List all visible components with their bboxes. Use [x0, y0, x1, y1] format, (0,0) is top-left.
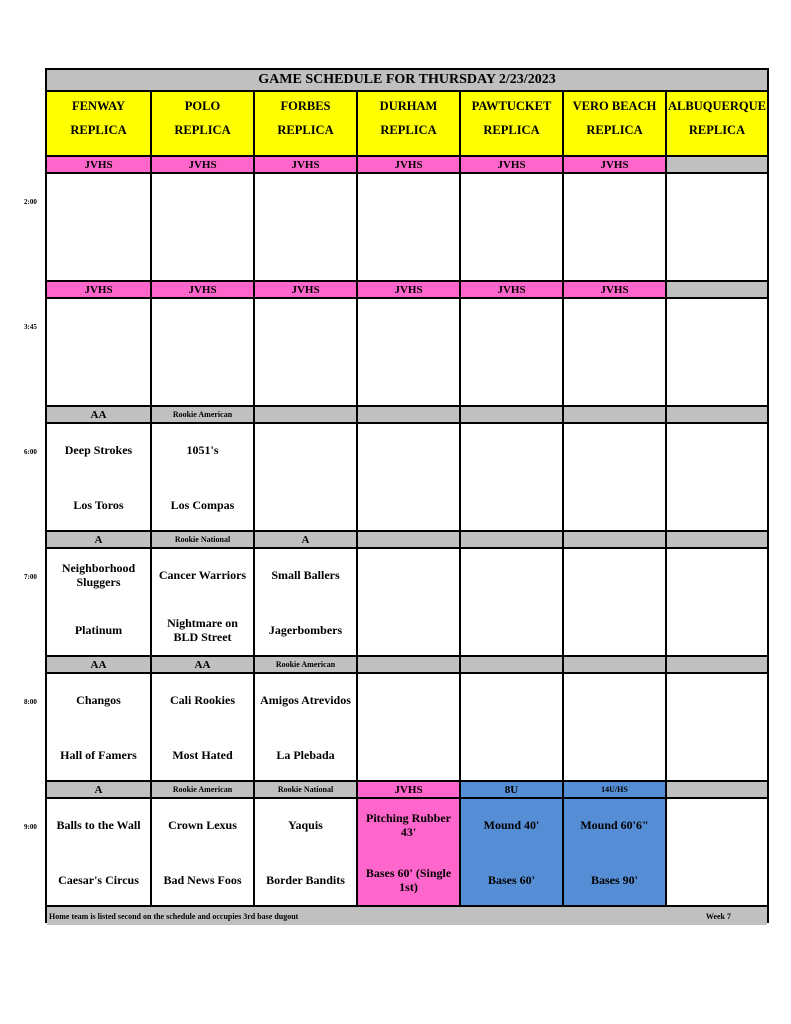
game-cell: [255, 424, 356, 530]
division-label: 14U/HS: [564, 782, 665, 797]
away-team: Mound 40': [483, 818, 540, 832]
field-subtitle: REPLICA: [688, 123, 746, 137]
game-cell: [667, 174, 767, 280]
time-label: 8:00: [24, 698, 37, 706]
game-cell: [152, 799, 253, 905]
away-team: Yaquis: [288, 818, 323, 832]
away-team: 1051's: [186, 443, 219, 457]
division-label: [461, 407, 562, 422]
home-team: [566, 240, 663, 270]
field-name: VERO BEACH: [572, 99, 657, 113]
field-subtitle: REPLICA: [586, 123, 643, 137]
home-team: [360, 615, 457, 645]
game-cell: [564, 174, 665, 280]
division-label: [667, 282, 767, 297]
away-team: [566, 435, 663, 465]
game-cell: [47, 549, 150, 655]
game-cell: [255, 299, 356, 405]
away-team: [360, 310, 457, 340]
division-label: [667, 407, 767, 422]
away-team: [360, 560, 457, 590]
away-team: [360, 685, 457, 715]
time-label: 9:00: [24, 823, 37, 831]
home-team: [669, 240, 765, 270]
division-label: AA: [152, 657, 253, 672]
away-team: Changos: [76, 693, 121, 707]
game-cell: [358, 549, 459, 655]
game-cell: [461, 799, 562, 905]
game-cell: [47, 674, 150, 780]
home-team: Bases 60': [487, 873, 535, 887]
away-team: Neighborhood Sluggers: [61, 561, 136, 589]
field-header: [358, 92, 459, 155]
home-team: Nightmare on BLD Street: [167, 616, 238, 644]
away-team: [463, 185, 560, 215]
division-label: [667, 782, 767, 797]
footer-note: Home team is listed second on the schedule and occupies 3rd base dugout: [49, 911, 299, 921]
game-cell: [667, 424, 767, 530]
division-label: Rookie American: [152, 782, 253, 797]
home-team: Platinum: [74, 623, 123, 637]
schedule-title: GAME SCHEDULE FOR THURSDAY 2/23/2023: [47, 70, 767, 90]
division-label: [358, 407, 459, 422]
division-label: JVHS: [358, 782, 459, 797]
division-label: [461, 657, 562, 672]
away-team: [257, 185, 354, 215]
division-label: [564, 532, 665, 547]
home-team: Jagerbombers: [268, 623, 343, 637]
away-team: [154, 310, 251, 340]
away-team: [669, 310, 765, 340]
game-cell: [358, 424, 459, 530]
week-label: Week 7: [705, 911, 731, 921]
field-subtitle: REPLICA: [174, 123, 231, 137]
field-header: [667, 92, 767, 155]
home-team: [49, 365, 148, 395]
division-label: JVHS: [564, 282, 665, 297]
away-team: [566, 685, 663, 715]
division-label: [667, 157, 767, 172]
game-cell: [461, 174, 562, 280]
division-label: JVHS: [255, 157, 356, 172]
home-team: [669, 740, 765, 770]
field-name: DURHAM: [379, 99, 438, 113]
away-team: [257, 435, 354, 465]
field-name: PAWTUCKET: [471, 99, 552, 113]
away-team: Balls to the Wall: [56, 818, 141, 832]
home-team: [669, 490, 765, 520]
division-label: JVHS: [358, 157, 459, 172]
game-cell: [667, 549, 767, 655]
game-cell: [461, 424, 562, 530]
division-label: 8U: [461, 782, 562, 797]
home-team: Hall of Famers: [60, 748, 137, 762]
away-team: [463, 560, 560, 590]
field-subtitle: REPLICA: [70, 123, 127, 137]
home-team: [669, 615, 765, 645]
division-label: Rookie National: [255, 782, 356, 797]
field-name: FENWAY: [71, 99, 126, 113]
division-label: Rookie American: [152, 407, 253, 422]
home-team: Los Toros: [73, 498, 124, 512]
division-label: JVHS: [461, 282, 562, 297]
game-cell: [564, 299, 665, 405]
field-header: [47, 92, 150, 155]
field-subtitle: REPLICA: [483, 123, 540, 137]
away-team: [566, 560, 663, 590]
game-cell: [461, 674, 562, 780]
field-header: [255, 92, 356, 155]
division-label: [255, 407, 356, 422]
game-cell: [47, 174, 150, 280]
division-label: A: [47, 532, 150, 547]
game-cell: [667, 799, 767, 905]
game-cell: [152, 424, 253, 530]
division-label: JVHS: [358, 282, 459, 297]
home-team: Bases 90': [590, 873, 638, 887]
away-team: [463, 310, 560, 340]
home-team: Caesar's Circus: [58, 873, 139, 887]
division-label: JVHS: [461, 157, 562, 172]
away-team: [257, 310, 354, 340]
game-cell: [152, 549, 253, 655]
field-name: ALBUQUERQUE: [668, 99, 766, 113]
division-label: Rookie National: [152, 532, 253, 547]
field-name: POLO: [184, 99, 221, 113]
division-label: JVHS: [152, 157, 253, 172]
away-team: [154, 185, 251, 215]
division-label: [564, 407, 665, 422]
away-team: Small Ballers: [271, 568, 340, 582]
division-label: AA: [47, 657, 150, 672]
home-team: [463, 240, 560, 270]
away-team: [566, 185, 663, 215]
away-team: [360, 185, 457, 215]
game-cell: [358, 299, 459, 405]
home-team: Los Compas: [170, 498, 235, 512]
away-team: Cali Rookies: [169, 693, 235, 707]
away-team: [669, 685, 765, 715]
field-subtitle: REPLICA: [380, 123, 437, 137]
time-label: 7:00: [24, 573, 37, 581]
home-team: [566, 740, 663, 770]
footer-bar: [47, 907, 767, 925]
away-team: Amigos Atrevidos: [260, 693, 351, 707]
home-team: [669, 865, 765, 895]
away-team: [49, 310, 148, 340]
home-team: [566, 490, 663, 520]
home-team: [463, 740, 560, 770]
home-team: [463, 490, 560, 520]
away-team: Cancer Warriors: [158, 568, 247, 582]
home-team: Most Hated: [172, 748, 233, 762]
field-header: [152, 92, 253, 155]
away-team: Deep Strokes: [64, 443, 133, 457]
home-team: [360, 740, 457, 770]
game-cell: [667, 299, 767, 405]
away-team: [566, 310, 663, 340]
game-cell: [461, 549, 562, 655]
division-label: JVHS: [47, 157, 150, 172]
game-cell: [255, 549, 356, 655]
division-label: Rookie American: [255, 657, 356, 672]
home-team: [669, 365, 765, 395]
game-cell: [152, 299, 253, 405]
away-team: [463, 435, 560, 465]
game-cell: [152, 174, 253, 280]
field-header: [461, 92, 562, 155]
game-cell: [255, 174, 356, 280]
home-team: Bad News Foos: [163, 873, 242, 887]
game-cell: [564, 799, 665, 905]
home-team: [566, 365, 663, 395]
field-subtitle: REPLICA: [277, 123, 334, 137]
home-team: La Plebada: [276, 748, 335, 762]
game-cell: [47, 799, 150, 905]
time-label: 3:45: [24, 323, 37, 331]
game-cell: [564, 674, 665, 780]
time-label: 2:00: [24, 198, 37, 206]
division-label: A: [255, 532, 356, 547]
away-team: [669, 810, 765, 840]
game-cell: [255, 674, 356, 780]
division-label: [358, 657, 459, 672]
home-team: [463, 365, 560, 395]
time-label: 6:00: [24, 448, 37, 456]
field-header: [564, 92, 665, 155]
home-team: [49, 240, 148, 270]
away-team: [360, 435, 457, 465]
field-name: FORBES: [280, 99, 331, 113]
home-team: [257, 240, 354, 270]
game-cell: [461, 299, 562, 405]
division-label: A: [47, 782, 150, 797]
home-team: [154, 240, 251, 270]
home-team: [463, 615, 560, 645]
home-team: Border Bandits: [266, 873, 345, 887]
away-team: Crown Lexus: [168, 818, 237, 832]
home-team: Bases 60' (Single 1st): [365, 866, 452, 894]
game-cell: [564, 424, 665, 530]
away-team: [463, 685, 560, 715]
home-team: [154, 365, 251, 395]
game-cell: [47, 424, 150, 530]
game-cell: [47, 299, 150, 405]
division-label: [358, 532, 459, 547]
home-team: [360, 490, 457, 520]
away-team: [49, 185, 148, 215]
division-label: JVHS: [47, 282, 150, 297]
home-team: [566, 615, 663, 645]
division-label: [564, 657, 665, 672]
away-team: [669, 560, 765, 590]
home-team: [360, 240, 457, 270]
away-team: [669, 435, 765, 465]
game-cell: [358, 174, 459, 280]
game-cell: [667, 674, 767, 780]
division-label: JVHS: [255, 282, 356, 297]
away-team: Mound 60'6": [580, 818, 649, 832]
home-team: [257, 490, 354, 520]
game-cell: [358, 674, 459, 780]
away-team: [669, 185, 765, 215]
away-team: Pitching Rubber 43': [365, 811, 451, 839]
division-label: [667, 532, 767, 547]
game-cell: [564, 549, 665, 655]
game-cell: [358, 799, 459, 905]
game-cell: [152, 674, 253, 780]
division-label: [667, 657, 767, 672]
schedule-table: [45, 68, 769, 923]
division-label: JVHS: [152, 282, 253, 297]
division-label: JVHS: [564, 157, 665, 172]
home-team: [257, 365, 354, 395]
division-label: [461, 532, 562, 547]
game-cell: [255, 799, 356, 905]
division-label: AA: [47, 407, 150, 422]
home-team: [360, 365, 457, 395]
